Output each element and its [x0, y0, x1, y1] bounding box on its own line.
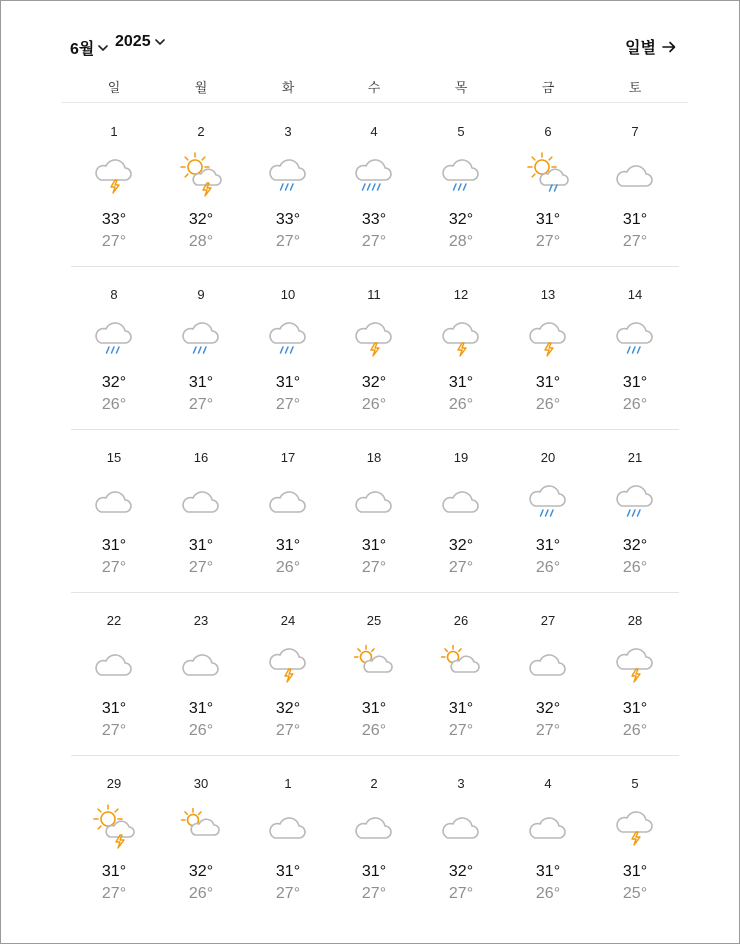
day-cell[interactable]: [597, 266, 673, 429]
weekday-label: 일: [107, 80, 121, 95]
day-cell[interactable]: [510, 266, 586, 429]
cloudy-icon: [268, 479, 308, 519]
high-temperature: 33°: [275, 211, 301, 228]
high-temperature: 31°: [361, 537, 387, 554]
day-number: 11: [367, 287, 381, 302]
low-temperature: 25°: [622, 885, 648, 902]
day-number: 12: [453, 287, 469, 302]
day-number: 4: [370, 124, 378, 139]
high-temperature: 31°: [535, 537, 561, 554]
week-row: [1, 592, 740, 755]
day-number: 1: [284, 776, 292, 791]
low-temperature: 27°: [275, 233, 301, 250]
day-cell[interactable]: [250, 266, 326, 429]
day-cell[interactable]: [336, 103, 412, 266]
high-temperature: 31°: [275, 374, 301, 391]
low-temperature: 27°: [101, 233, 127, 250]
day-cell[interactable]: [163, 429, 239, 592]
sun-cloud-thunder-icon: [94, 805, 134, 845]
day-cell[interactable]: [423, 103, 499, 266]
low-temperature: 27°: [448, 722, 474, 739]
month-label: 6월: [70, 41, 95, 58]
low-temperature: 26°: [535, 885, 561, 902]
day-number: 3: [284, 124, 292, 139]
day-cell[interactable]: [250, 103, 326, 266]
high-temperature: 31°: [188, 700, 214, 717]
day-cell[interactable]: [250, 755, 326, 918]
day-cell[interactable]: [510, 592, 586, 755]
day-cell[interactable]: [597, 755, 673, 918]
rain-icon: [441, 153, 481, 193]
low-temperature: 28°: [448, 233, 474, 250]
day-cell[interactable]: [597, 592, 673, 755]
low-temperature: 27°: [101, 559, 127, 576]
day-number: 21: [627, 450, 643, 465]
partly-cloudy-icon: [441, 642, 481, 682]
low-temperature: 26°: [361, 396, 387, 413]
chevron-down-icon: [154, 36, 166, 48]
weekday-label: 수: [367, 80, 381, 95]
low-temperature: 27°: [448, 559, 474, 576]
low-temperature: 27°: [101, 885, 127, 902]
weekday-label: 목: [454, 80, 468, 95]
day-cell[interactable]: [423, 266, 499, 429]
low-temperature: 27°: [448, 885, 474, 902]
day-cell[interactable]: [336, 429, 412, 592]
day-cell[interactable]: [423, 429, 499, 592]
high-temperature: 31°: [622, 700, 648, 717]
partly-cloudy-icon: [181, 805, 221, 845]
day-cell[interactable]: [510, 429, 586, 592]
high-temperature: 31°: [361, 863, 387, 880]
day-number: 18: [366, 450, 382, 465]
low-temperature: 27°: [622, 233, 648, 250]
low-temperature: 26°: [535, 396, 561, 413]
day-cell[interactable]: [76, 592, 152, 755]
day-cell[interactable]: [510, 755, 586, 918]
high-temperature: 31°: [275, 863, 301, 880]
thunderstorm-icon: [528, 316, 568, 356]
day-number: 26: [453, 613, 469, 628]
week-row: [1, 103, 740, 266]
high-temperature: 31°: [535, 374, 561, 391]
weekday-label: 월: [194, 80, 208, 95]
high-temperature: 31°: [101, 537, 127, 554]
low-temperature: 26°: [188, 885, 214, 902]
day-number: 29: [106, 776, 122, 791]
day-cell[interactable]: [423, 755, 499, 918]
day-cell[interactable]: [76, 429, 152, 592]
day-number: 28: [627, 613, 643, 628]
day-cell[interactable]: [336, 592, 412, 755]
high-temperature: 31°: [622, 374, 648, 391]
cloudy-icon: [181, 642, 221, 682]
day-number: 2: [197, 124, 205, 139]
high-temperature: 32°: [361, 374, 387, 391]
day-number: 25: [366, 613, 382, 628]
cloudy-icon: [441, 479, 481, 519]
day-number: 17: [280, 450, 296, 465]
high-temperature: 31°: [275, 537, 301, 554]
daily-view-label: 일별: [625, 40, 656, 57]
cloudy-icon: [528, 642, 568, 682]
low-temperature: 26°: [361, 722, 387, 739]
low-temperature: 27°: [535, 233, 561, 250]
day-cell[interactable]: [163, 103, 239, 266]
low-temperature: 27°: [361, 559, 387, 576]
day-number: 4: [544, 776, 552, 791]
day-number: 6: [544, 124, 552, 139]
low-temperature: 27°: [101, 722, 127, 739]
year-selector[interactable]: [115, 33, 166, 51]
week-row: [1, 429, 740, 592]
low-temperature: 27°: [188, 396, 214, 413]
low-temperature: 26°: [448, 396, 474, 413]
day-cell[interactable]: [597, 103, 673, 266]
day-number: 20: [540, 450, 556, 465]
weekday-label: 화: [281, 80, 295, 95]
sun-cloud-rain-icon: [528, 153, 568, 193]
day-number: 2: [370, 776, 378, 791]
high-temperature: 32°: [275, 700, 301, 717]
high-temperature: 31°: [361, 700, 387, 717]
thunderstorm-icon: [441, 316, 481, 356]
cloudy-icon: [94, 479, 134, 519]
high-temperature: 31°: [188, 374, 214, 391]
day-cell[interactable]: [163, 266, 239, 429]
day-number: 13: [540, 287, 556, 302]
high-temperature: 32°: [535, 700, 561, 717]
low-temperature: 28°: [188, 233, 214, 250]
thunderstorm-icon: [615, 805, 655, 845]
day-cell[interactable]: [76, 755, 152, 918]
high-temperature: 32°: [448, 211, 474, 228]
high-temperature: 31°: [448, 374, 474, 391]
day-cell[interactable]: [76, 103, 152, 266]
rain-icon: [268, 316, 308, 356]
high-temperature: 32°: [101, 374, 127, 391]
day-number: 7: [631, 124, 639, 139]
day-number: 10: [280, 287, 296, 302]
low-temperature: 27°: [275, 722, 301, 739]
thunderstorm-icon: [615, 642, 655, 682]
day-number: 14: [627, 287, 643, 302]
day-number: 24: [280, 613, 296, 628]
low-temperature: 26°: [188, 722, 214, 739]
day-number: 3: [457, 776, 465, 791]
low-temperature: 27°: [188, 559, 214, 576]
high-temperature: 31°: [535, 211, 561, 228]
high-temperature: 31°: [535, 863, 561, 880]
rain-icon: [94, 316, 134, 356]
rain-icon: [528, 479, 568, 519]
high-temperature: 31°: [188, 537, 214, 554]
low-temperature: 27°: [535, 722, 561, 739]
thunderstorm-icon: [354, 316, 394, 356]
thunderstorm-icon: [268, 642, 308, 682]
calendar-header: [70, 33, 677, 57]
day-number: 15: [106, 450, 122, 465]
high-temperature: 32°: [622, 537, 648, 554]
rain-icon: [268, 153, 308, 193]
high-temperature: 31°: [101, 863, 127, 880]
low-temperature: 27°: [361, 885, 387, 902]
day-number: 16: [193, 450, 209, 465]
cloudy-icon: [528, 805, 568, 845]
low-temperature: 27°: [275, 396, 301, 413]
daily-view-link[interactable]: [625, 35, 677, 58]
day-number: 8: [110, 287, 118, 302]
arrow-right-icon: [661, 39, 677, 55]
day-number: 9: [197, 287, 205, 302]
high-temperature: 31°: [622, 211, 648, 228]
low-temperature: 26°: [622, 722, 648, 739]
day-cell[interactable]: [336, 266, 412, 429]
rain-icon: [615, 479, 655, 519]
year-label: 2025: [115, 33, 151, 50]
high-temperature: 32°: [448, 863, 474, 880]
day-number: 23: [193, 613, 209, 628]
rain-icon: [181, 316, 221, 356]
cloudy-icon: [268, 805, 308, 845]
week-row: [1, 266, 740, 429]
day-cell[interactable]: [597, 429, 673, 592]
high-temperature: 32°: [448, 537, 474, 554]
high-temperature: 32°: [188, 211, 214, 228]
rain-icon: [615, 316, 655, 356]
cloudy-icon: [354, 479, 394, 519]
day-number: 5: [631, 776, 639, 791]
cloudy-icon: [94, 642, 134, 682]
high-temperature: 31°: [448, 700, 474, 717]
weekday-label: 금: [541, 80, 555, 95]
month-selector[interactable]: [70, 36, 109, 59]
day-cell[interactable]: [163, 592, 239, 755]
day-cell[interactable]: [250, 592, 326, 755]
cloudy-icon: [441, 805, 481, 845]
low-temperature: 27°: [361, 233, 387, 250]
high-temperature: 31°: [622, 863, 648, 880]
day-cell[interactable]: [163, 755, 239, 918]
thunderstorm-icon: [94, 153, 134, 193]
low-temperature: 26°: [275, 559, 301, 576]
day-number: 27: [540, 613, 556, 628]
week-row: [1, 755, 740, 918]
day-cell[interactable]: [510, 103, 586, 266]
low-temperature: 27°: [275, 885, 301, 902]
weekday-header: [62, 67, 688, 103]
day-number: 30: [193, 776, 209, 791]
weekday-label: 토: [628, 80, 642, 95]
cloudy-icon: [354, 805, 394, 845]
chevron-down-icon: [97, 42, 109, 54]
partly-cloudy-icon: [354, 642, 394, 682]
low-temperature: 26°: [622, 396, 648, 413]
day-cell[interactable]: [336, 755, 412, 918]
day-cell[interactable]: [250, 429, 326, 592]
day-number: 19: [453, 450, 469, 465]
day-cell[interactable]: [76, 266, 152, 429]
low-temperature: 26°: [101, 396, 127, 413]
heavy-rain-icon: [354, 153, 394, 193]
cloudy-icon: [181, 479, 221, 519]
cloudy-icon: [615, 153, 655, 193]
day-number: 22: [106, 613, 122, 628]
high-temperature: 33°: [361, 211, 387, 228]
day-cell[interactable]: [423, 592, 499, 755]
low-temperature: 26°: [535, 559, 561, 576]
sun-cloud-thunder-icon: [181, 153, 221, 193]
high-temperature: 31°: [101, 700, 127, 717]
high-temperature: 32°: [188, 863, 214, 880]
low-temperature: 26°: [622, 559, 648, 576]
day-number: 1: [110, 124, 118, 139]
day-number: 5: [457, 124, 465, 139]
high-temperature: 33°: [101, 211, 127, 228]
